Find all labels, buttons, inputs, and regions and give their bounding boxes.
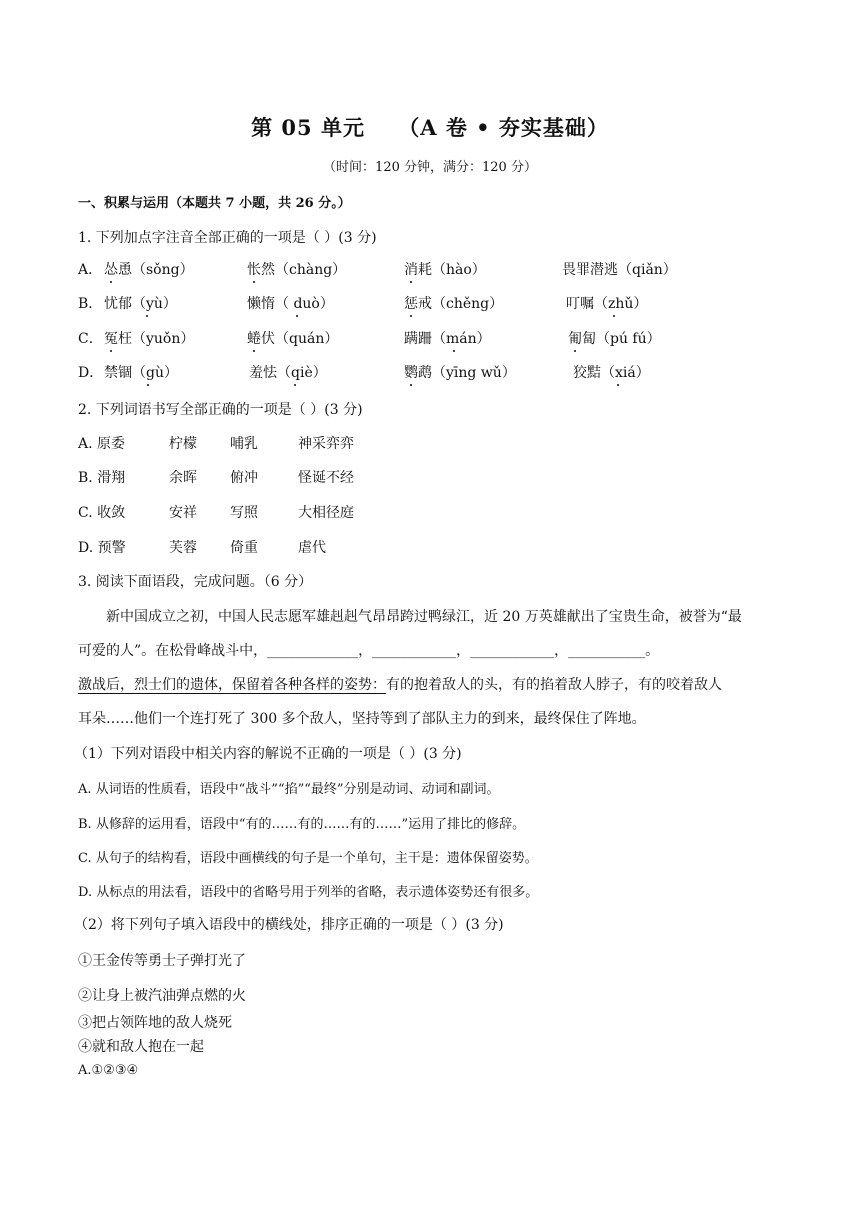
sentence-2: ②让身上被汽油弹点燃的火 bbox=[78, 988, 246, 1004]
sentence-3: ③把占领阵地的敌人烧死 bbox=[78, 1015, 232, 1031]
question-3-stem: 3. 阅读下面语段，完成问题。（6 分） bbox=[78, 574, 313, 590]
question-2-stem: 2. 下列词语书写全部正确的一项是（ ）(3 分) bbox=[78, 402, 363, 418]
page-title: 第 05 单元 （A 卷 • 夯实基础） bbox=[251, 115, 609, 140]
question-3-1-option-d: D. 从标点的用法看，语段中的省略号用于列举的省略，表示遗体姿势还有很多。 bbox=[78, 885, 539, 900]
passage-line-1: 新中国成立之初，中国人民志愿军雄赳赳气昂昂跨过鸭绿江，近 20 万英雄献出了宝贵生命，被誉为“最 bbox=[106, 609, 742, 625]
underlined-sentence: 激战后，烈士们的遗体，保留着各种各样的姿势： bbox=[78, 677, 386, 693]
option-item: 蜷伏（quán） bbox=[247, 331, 339, 347]
option-item: 怅然（chàng） bbox=[247, 262, 347, 278]
option-item: 畏罪潜逃（qiǎn） bbox=[562, 262, 677, 278]
question-3-2-stem: （2）将下列句子填入语段中的横线处，排序正确的一项是（ ）(3 分) bbox=[74, 917, 504, 933]
passage-line-4: 耳朵……他们一个连打死了 300 多个敌人，坚持等到了部队主力的到来，最终保住了阵地。 bbox=[78, 711, 646, 727]
document-page: 第 05 单元 （A 卷 • 夯实基础） （时间：120 分钟，满分：120 分） 一、积累与运用（本题共 7 小题，共 26 分。） 1. 下列加点字注音全部正确的一项是（ ）(3 分) A． 怂恿（sǒng） 怅然（chàng） 消耗（hào） 畏罪潜逃（qiǎn） B． 忧郁（yù） 懒惰（ duò） 惩戒（chěng） 叮嘱（zhǔ） C． 冤枉（yuǒn） 蜷伏（quán） 蹒跚（mán） 匍匐（pú fú） D． 禁锢（gù） 羞怯（qiè） 鹦鹉（yīng wǔ） 狡黠（xiá） 2. 下列词语书写全部正确的一项是（ ）(3 分) A. 原委 柠檬 哺乳 神采弈弈 B. 滑翔 余晖 俯冲 怪诞不经 C. 收敛 安祥 写照 大相径庭 D. 预警 芙蓉 倚重 虐代 3. 阅读下面语段，完成问题。（6 分） 新中国成立之初，中国人民志愿军雄赳赳气昂昂跨过鸭绿江，近 20 万英雄献出了宝贵生命，被誉为“最 可爱的人”。在松骨峰战斗中，_____________，____________，____________，___________。 激战后，烈士们的遗体，保留着各种各样的姿势：有的抱着敌人的头，有的掐着敌人脖子，有的咬着敌人 耳朵……他们一个连打死了 300 多个敌人，坚持等到了部队主力的到来，最终保住了阵地。 （1）下列对语段中相关内容的解说不正确的一项是（ ）(3 分) A. 从词语的性质看，语段中“战斗”“掐”“最终”分别是动词、动词和副词。 B. 从修辞的运用看，语段中“有的……有的……有的……”运用了排比的修辞。 C. 从句子的结构看，语段中画横线的句子是一个单句，主干是：遗体保留姿势。 D. 从标点的用法看，语段中的省略号用于列举的省略，表示遗体姿势还有很多。 （2）将下列句子填入语段中的横线处，排序正确的一项是（ ）(3 分) ①王金传等勇士子弹打光了 ②让身上被汽油弹点燃的火 ③把占领阵地的敌人烧死 ④就和敌人抱在一起 A.①②③④ bbox=[0, 0, 860, 1216]
option-item: 忧郁（yù） bbox=[104, 296, 177, 312]
page-subtitle: （时间：120 分钟，满分：120 分） bbox=[323, 160, 537, 175]
option-item: 怂恿（sǒng） bbox=[104, 262, 194, 278]
question-3-1-option-b: B. 从修辞的运用看，语段中“有的……有的……有的……”运用了排比的修辞。 bbox=[78, 817, 526, 832]
sentence-4: ④就和敌人抱在一起 bbox=[78, 1039, 204, 1055]
section-heading: 一、积累与运用（本题共 7 小题，共 26 分。） bbox=[78, 196, 351, 211]
sentence-1: ①王金传等勇士子弹打光了 bbox=[78, 953, 246, 969]
option-item: 狡黠（xiá） bbox=[573, 365, 650, 381]
passage-line-2: 可爱的人”。在松骨峰战斗中，_____________，____________，____________，___________。 bbox=[78, 643, 660, 659]
question-3-1-option-c: C. 从句子的结构看，语段中画横线的句子是一个单句，主干是：遗体保留姿势。 bbox=[78, 851, 538, 866]
passage-line-3: 激战后，烈士们的遗体，保留着各种各样的姿势：有的抱着敌人的头，有的掐着敌人脖子，有的咬着敌人 bbox=[78, 677, 722, 693]
question-1-stem: 1. 下列加点字注音全部正确的一项是（ ）(3 分) bbox=[78, 230, 377, 246]
option-item: 冤枉（yuǒn） bbox=[104, 331, 195, 347]
answer-option-a: A.①②③④ bbox=[78, 1063, 139, 1078]
option-item: 消耗（hào） bbox=[404, 262, 486, 278]
question-3-1-option-a: A. 从词语的性质看，语段中“战斗”“掐”“最终”分别是动词、动词和副词。 bbox=[78, 782, 500, 797]
option-item: 匍匐（pú fú） bbox=[568, 331, 661, 347]
option-item: 懒惰（ duò） bbox=[247, 296, 334, 312]
option-item: 蹒跚（mán） bbox=[404, 331, 491, 347]
option-item: 禁锢（gù） bbox=[104, 365, 178, 381]
option-item: 羞怯（qiè） bbox=[249, 365, 327, 381]
question-3-1-stem: （1）下列对语段中相关内容的解说不正确的一项是（ ）(3 分) bbox=[74, 746, 462, 762]
option-item: 惩戒（chěng） bbox=[404, 296, 504, 312]
option-item: 叮嘱（zhǔ） bbox=[566, 296, 648, 312]
option-item: 鹦鹉（yīng wǔ） bbox=[404, 365, 516, 381]
